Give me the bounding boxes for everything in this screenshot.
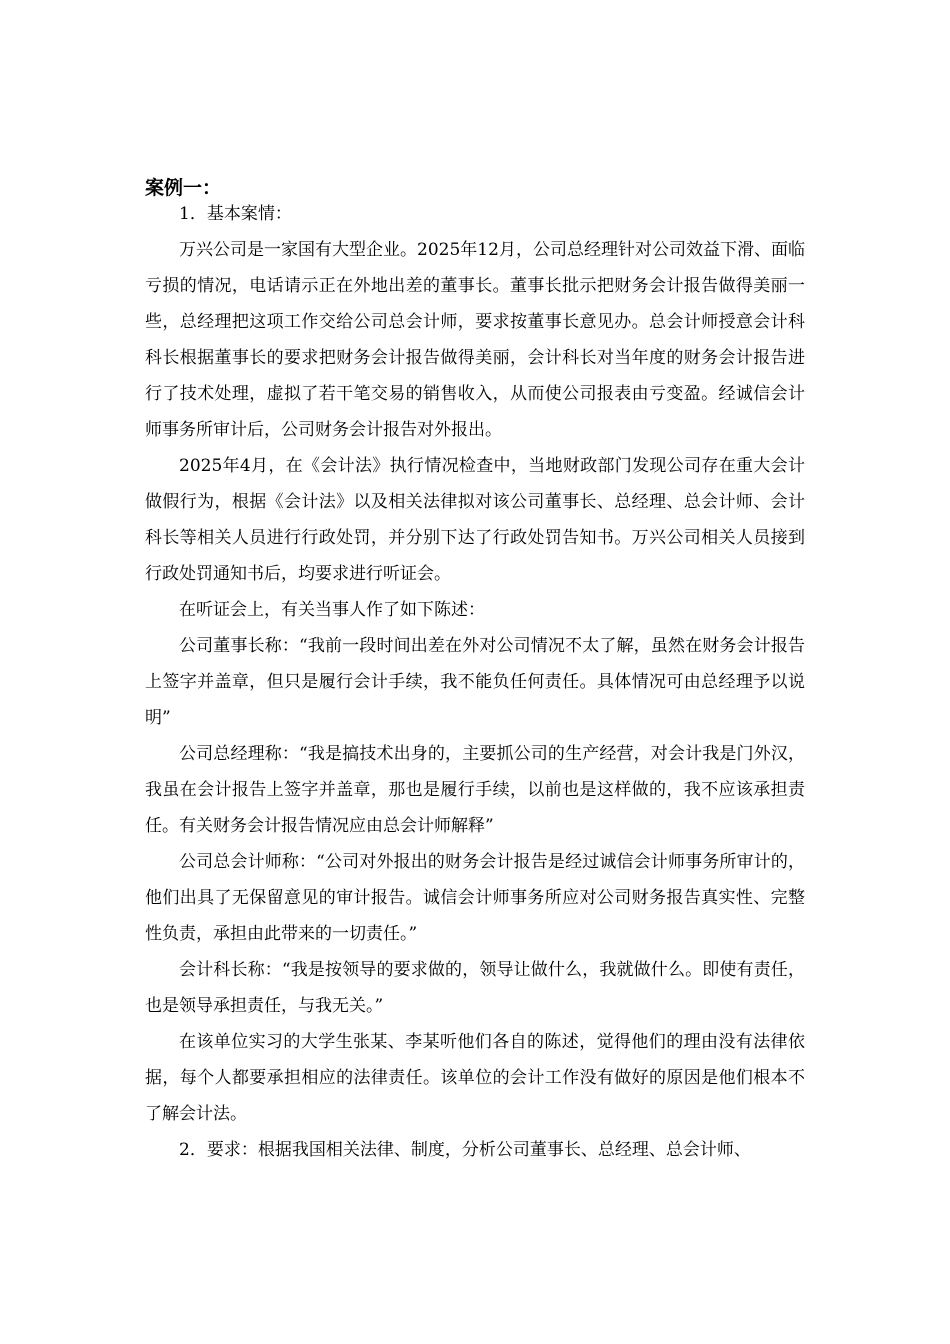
section-heading-basic-facts: 1．基本案情： (179, 204, 292, 224)
paragraph-inspection: 2025年4月，在《会计法》执行情况检查中，当地财政部门发现公司存在重大会计做假行为，根据《会计法》以及相关法律拟对该公司董事长、总经理、总会计师、会计科长等相关人员进行行政处罚，并分别下达了行政处罚告知书。万兴公司相关人员接到行政处罚通知书后，均要求进行听证会。 (145, 456, 805, 584)
section-heading-requirements: 2．要求：根据我国相关法律、制度，分析公司董事长、总经理、总会计师、 (179, 1140, 751, 1160)
paragraph-case-background: 万兴公司是一家国有大型企业。2025年12月，公司总经理针对公司效益下滑、面临亏损的情况，电话请示正在外地出差的董事长。董事长批示把财务会计报告做得美丽一些，总经理把这项工作交给公司总会计师，要求按董事长意见办。总会计师授意会计科科长根据董事长的要求把财务会计报告做得美丽，会计科长对当年度的财务会计报告进行了技术处理，虚拟了若干笔交易的销售收入，从而使公司报表由亏变盈。经诚信会计师事务所审计后，公司财务会计报告对外报出。 (145, 240, 805, 440)
case-title: 案例一： (145, 177, 222, 199)
document-body (145, 196, 805, 1168)
paragraph-chairman-statement: 公司董事长称：“我前一段时间出差在外对公司情况不太了解，虽然在财务会计报告上签字并盖章，但只是履行会计手续，我不能负任何责任。具体情况可由总经理予以说明” (145, 636, 805, 728)
paragraph-intern-opinion: 在该单位实习的大学生张某、李某听他们各自的陈述，觉得他们的理由没有法律依据，每个人都要承担相应的法律责任。该单位的会计工作没有做好的原因是他们根本不了解会计法。 (145, 1032, 805, 1124)
paragraph-chief-accountant-statement: 公司总会计师称：“公司对外报出的财务会计报告是经过诚信会计师事务所审计的，他们出具了无保留意见的审计报告。诚信会计师事务所应对公司财务报告真实性、完整性负责，承担由此带来的一切责任。” (145, 852, 805, 944)
paragraph-hearing-intro: 在听证会上，有关当事人作了如下陈述： (179, 600, 485, 620)
paragraph-general-manager-statement: 公司总经理称：“我是搞技术出身的，主要抓公司的生产经营，对会计我是门外汉，我虽在会计报告上签字并盖章，那也是履行手续，以前也是这样做的，我不应该承担责任。有关财务会计报告情况应由总会计师解释” (145, 744, 805, 836)
paragraph-accounting-head-statement: 会计科长称：“我是按领导的要求做的，领导让做什么，我就做什么。即使有责任，也是领导承担责任，与我无关。” (145, 960, 805, 1016)
